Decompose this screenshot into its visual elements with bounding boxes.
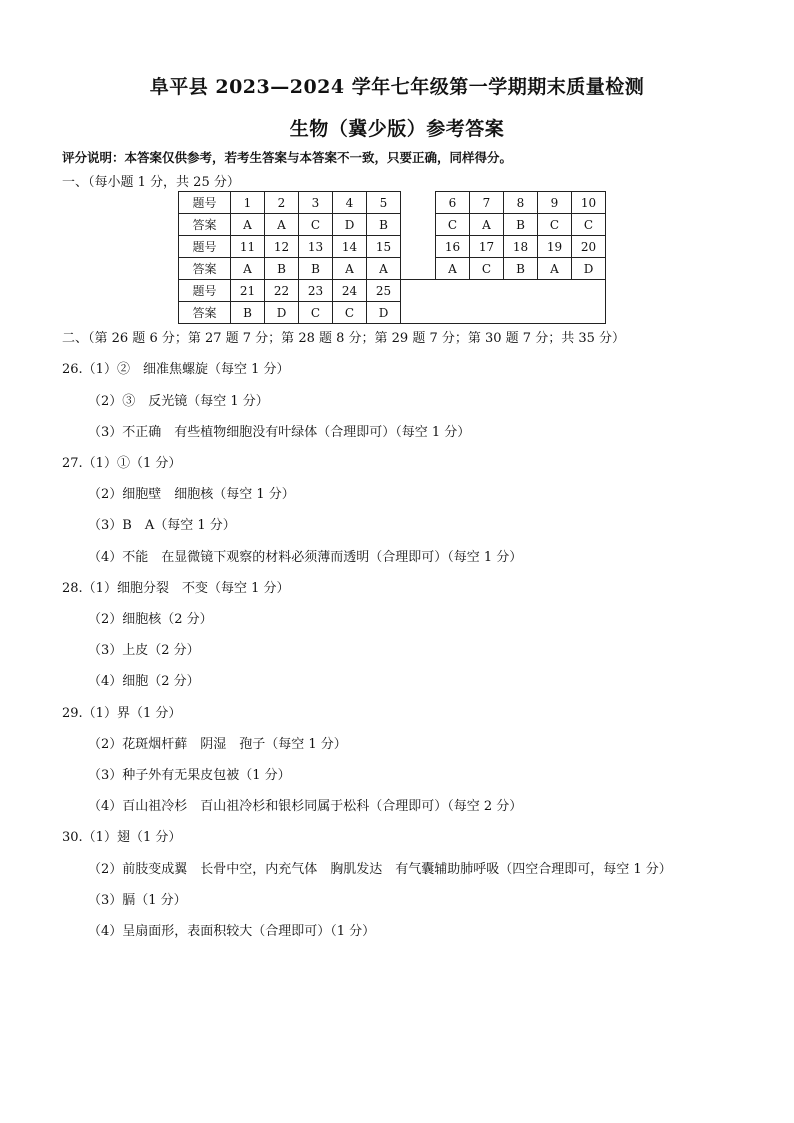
q28-line-1: 28.（1）细胞分裂 不变（每空 1 分） bbox=[62, 581, 290, 596]
answer-cell: B bbox=[299, 258, 333, 280]
q30-line-3: （3）膈（1 分） bbox=[88, 893, 187, 908]
q26-line-3: （3）不正确 有些植物细胞没有叶绿体（合理即可）（每空 1 分） bbox=[88, 425, 471, 440]
question-number: 4 bbox=[333, 192, 367, 214]
q28-line-2: （2）细胞核（2 分） bbox=[88, 612, 213, 627]
q29-line-2: （2）花斑烟杆藓 阴湿 孢子（每空 1 分） bbox=[88, 737, 347, 752]
table-gap bbox=[401, 214, 436, 236]
question-number: 21 bbox=[231, 280, 265, 302]
answer-cell: A bbox=[367, 258, 401, 280]
answer-table bbox=[178, 191, 606, 324]
answer-cell: D bbox=[265, 302, 299, 324]
question-number: 6 bbox=[436, 192, 470, 214]
table-row bbox=[179, 280, 606, 302]
question-number: 22 bbox=[265, 280, 299, 302]
answer-cell: C bbox=[572, 214, 606, 236]
question-number: 25 bbox=[367, 280, 401, 302]
answer-cell: A bbox=[265, 214, 299, 236]
q28-line-4: （4）细胞（2 分） bbox=[88, 674, 200, 689]
answer-cell: A bbox=[231, 258, 265, 280]
answer-cell: B bbox=[231, 302, 265, 324]
q27-line-1: 27.（1）①（1 分） bbox=[62, 456, 182, 471]
question-number: 1 bbox=[231, 192, 265, 214]
table-row bbox=[179, 258, 606, 280]
question-number: 10 bbox=[572, 192, 606, 214]
question-number: 9 bbox=[538, 192, 572, 214]
table-gap bbox=[401, 192, 436, 214]
answer-cell: B bbox=[367, 214, 401, 236]
question-number: 23 bbox=[299, 280, 333, 302]
question-number: 24 bbox=[333, 280, 367, 302]
q27-line-2: （2）细胞壁 细胞核（每空 1 分） bbox=[88, 487, 295, 502]
table-gap bbox=[401, 258, 436, 280]
answer-cell: B bbox=[504, 258, 538, 280]
answer-label-cell: 答案 bbox=[179, 214, 231, 236]
question-number: 3 bbox=[299, 192, 333, 214]
answer-cell: C bbox=[333, 302, 367, 324]
question-number: 20 bbox=[572, 236, 606, 258]
answer-cell: D bbox=[367, 302, 401, 324]
answer-cell: A bbox=[436, 258, 470, 280]
q30-line-4: （4）呈扇面形，表面积较大（合理即可）（1 分） bbox=[88, 924, 376, 939]
answer-cell: C bbox=[538, 214, 572, 236]
question-number: 17 bbox=[470, 236, 504, 258]
answer-cell: D bbox=[572, 258, 606, 280]
section-2-heading: 二、（第 26 题 6 分；第 27 题 7 分；第 28 题 8 分；第 29 题 7 分；第 30 题 7 分；共 35 分） bbox=[62, 331, 626, 346]
answer-cell: B bbox=[504, 214, 538, 236]
table-row bbox=[179, 214, 606, 236]
answer-label-cell: 答案 bbox=[179, 302, 231, 324]
question-number: 7 bbox=[470, 192, 504, 214]
question-number: 2 bbox=[265, 192, 299, 214]
page-title: 阜平县 2023—2024 学年七年级第一学期期末质量检测 bbox=[149, 76, 645, 98]
page-subtitle: 生物（冀少版）参考答案 bbox=[289, 118, 505, 140]
q29-line-3: （3）种子外有无果皮包被（1 分） bbox=[88, 768, 291, 783]
section-1-heading: 一、（每小题 1 分，共 25 分） bbox=[62, 175, 240, 190]
question-number: 14 bbox=[333, 236, 367, 258]
q29-line-1: 29.（1）界（1 分） bbox=[62, 706, 182, 721]
empty-block bbox=[401, 280, 606, 324]
answer-cell: C bbox=[470, 258, 504, 280]
answer-cell: C bbox=[299, 302, 333, 324]
q30-line-1: 30.（1）翅（1 分） bbox=[62, 830, 182, 845]
q26-line-2: （2）③ 反光镜（每空 1 分） bbox=[88, 394, 269, 409]
q30-line-2: （2）前肢变成翼 长骨中空，内充气体 胸肌发达 有气囊辅助肺呼吸（四空合理即可，每空 1 分） bbox=[88, 862, 672, 877]
table-row bbox=[179, 192, 606, 214]
answer-cell: A bbox=[538, 258, 572, 280]
header-cell: 题号 bbox=[179, 236, 231, 258]
answer-cell: A bbox=[333, 258, 367, 280]
answer-cell: D bbox=[333, 214, 367, 236]
header-cell: 题号 bbox=[179, 280, 231, 302]
answer-cell: C bbox=[299, 214, 333, 236]
question-number: 16 bbox=[436, 236, 470, 258]
q27-line-4: （4）不能 在显微镜下观察的材料必须薄而透明（合理即可）（每空 1 分） bbox=[88, 550, 523, 565]
answer-cell: B bbox=[265, 258, 299, 280]
header-cell: 题号 bbox=[179, 192, 231, 214]
table-row bbox=[179, 236, 606, 258]
question-number: 5 bbox=[367, 192, 401, 214]
question-number: 13 bbox=[299, 236, 333, 258]
answer-cell: C bbox=[436, 214, 470, 236]
table-gap bbox=[401, 236, 436, 258]
question-number: 15 bbox=[367, 236, 401, 258]
q29-line-4: （4）百山祖冷杉 百山祖冷杉和银杉同属于松科（合理即可）（每空 2 分） bbox=[88, 799, 523, 814]
question-number: 8 bbox=[504, 192, 538, 214]
answer-cell: A bbox=[470, 214, 504, 236]
question-number: 12 bbox=[265, 236, 299, 258]
q26-line-1: 26.（1）② 细准焦螺旋（每空 1 分） bbox=[62, 362, 290, 377]
q28-line-3: （3）上皮（2 分） bbox=[88, 643, 200, 658]
question-number: 19 bbox=[538, 236, 572, 258]
question-number: 11 bbox=[231, 236, 265, 258]
scoring-note: 评分说明：本答案仅供参考，若考生答案与本答案不一致，只要正确，同样得分。 bbox=[62, 150, 513, 165]
question-number: 18 bbox=[504, 236, 538, 258]
q27-line-3: （3）B A（每空 1 分） bbox=[88, 518, 236, 533]
answer-label-cell: 答案 bbox=[179, 258, 231, 280]
answer-cell: A bbox=[231, 214, 265, 236]
